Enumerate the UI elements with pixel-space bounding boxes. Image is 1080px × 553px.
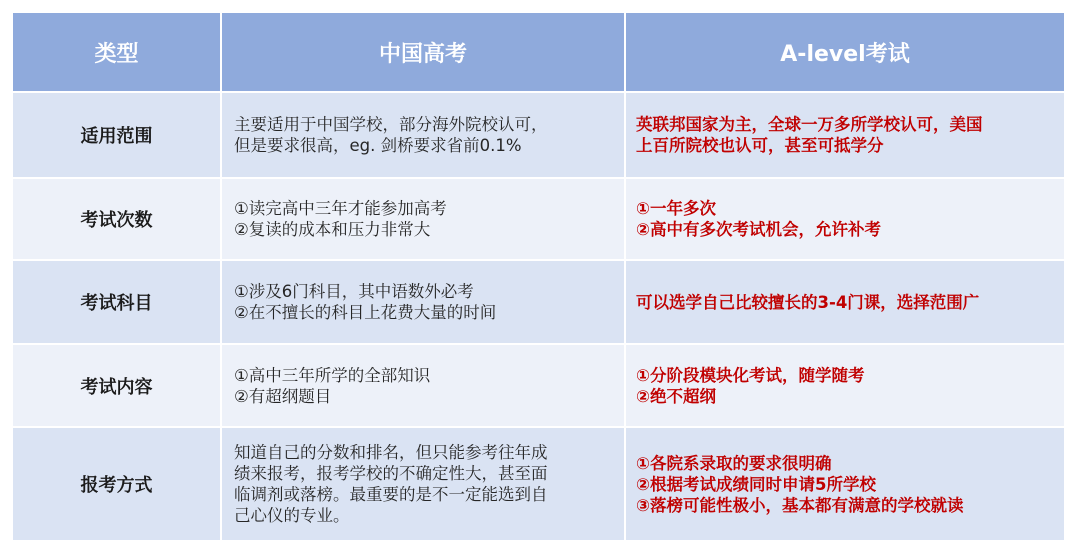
gaokao-content xyxy=(222,345,626,428)
text-line: ②根据考试成绩同时申请5所学校 xyxy=(636,474,876,494)
alevel-frequency xyxy=(626,179,1064,261)
text-line: ①涉及6门科目，其中语数外必考 xyxy=(234,282,474,301)
text-line: ③落榜可能性极小，基本都有满意的学校就读 xyxy=(636,495,964,515)
gaokao-scope xyxy=(222,93,626,179)
text-line: ②复读的成本和压力非常大 xyxy=(234,220,431,239)
text-line: 英联邦国家为主，全球一万多所学校认可，美国 xyxy=(636,115,983,134)
alevel-application xyxy=(626,428,1064,542)
text-line: ②在不擅长的科目上花费大量的时间 xyxy=(234,303,497,322)
text-line: 临调剂或落榜。最重要的是不一定能选到自 xyxy=(234,485,548,504)
alevel-scope xyxy=(626,93,1064,179)
row-type-frequency: 考试次数 xyxy=(13,179,222,261)
text-line: ②有超纲题目 xyxy=(234,386,332,406)
comparison-table xyxy=(13,13,1064,542)
alevel-subjects xyxy=(626,261,1064,345)
text-line: 主要适用于中国学校，部分海外院校认可， xyxy=(234,115,548,134)
text-line: ①一年多次 xyxy=(636,199,716,218)
text-line: 知道自己的分数和排名，但只能参考往年成 xyxy=(234,443,548,462)
text-line: ①分阶段模块化考试，随学随考 xyxy=(636,365,865,385)
gaokao-application xyxy=(222,428,626,542)
row-type-application: 报考方式 xyxy=(13,428,222,542)
header-alevel: A-level考试 xyxy=(626,13,1064,93)
alevel-content xyxy=(626,345,1064,428)
header-gaokao: 中国高考 xyxy=(222,13,626,93)
text-line: ①各院系录取的要求很明确 xyxy=(636,453,832,473)
row-type-subjects: 考试科目 xyxy=(13,261,222,345)
text-line: ②绝不超纲 xyxy=(636,386,716,406)
gaokao-frequency xyxy=(222,179,626,261)
row-type-content: 考试内容 xyxy=(13,345,222,428)
text-line: ①高中三年所学的全部知识 xyxy=(234,365,431,385)
text-line: ①读完高中三年才能参加高考 xyxy=(234,199,447,218)
text-line: 绩来报考，报考学校的不确定性大，甚至面 xyxy=(234,464,548,483)
text-line: 上百所院校也认可，甚至可抵学分 xyxy=(636,136,884,155)
header-type: 类型 xyxy=(13,13,222,93)
gaokao-subjects xyxy=(222,261,626,345)
text-line: 可以选学自己比较擅长的3-4门课，选择范围广 xyxy=(636,292,980,312)
row-type-scope: 适用范围 xyxy=(13,93,222,179)
text-line: 但是要求很高，eg. 剑桥要求省前0.1% xyxy=(234,136,522,155)
text-line: ②高中有多次考试机会，允许补考 xyxy=(636,220,881,239)
text-line: 己心仪的专业。 xyxy=(234,506,350,525)
